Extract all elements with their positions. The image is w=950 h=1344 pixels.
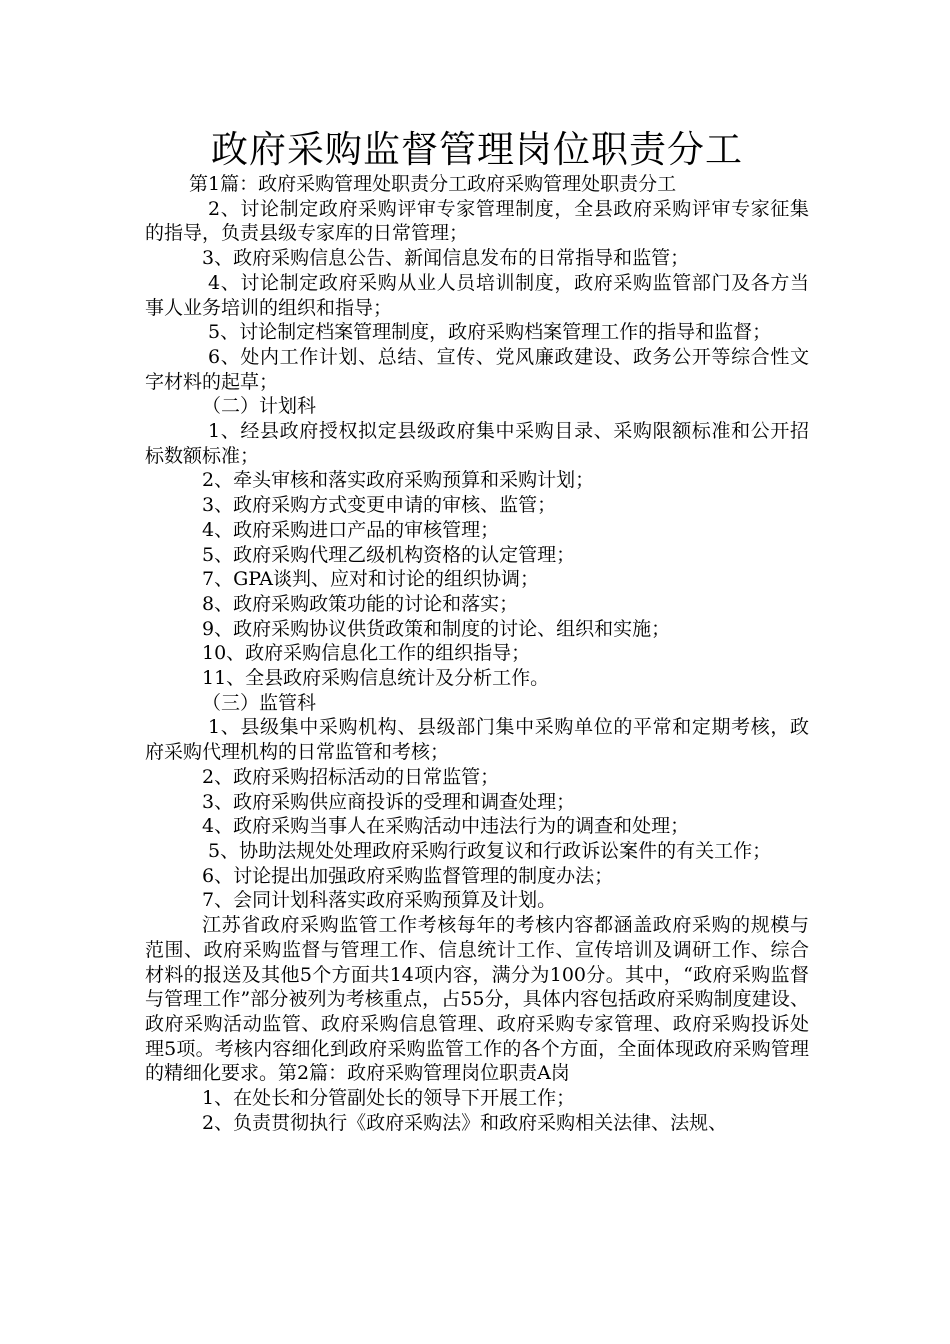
paragraph: 1、在处长和分管副处长的领导下开展工作； <box>202 1087 576 1110</box>
paragraph: 11、全县政府采购信息统计及分析工作。 <box>202 667 550 690</box>
paragraph: 2、负责贯彻执行《政府采购法》和政府采购相关法律、法规、 <box>202 1111 728 1134</box>
paragraph: 4、政府采购当事人在采购活动中违法行为的调查和处理； <box>202 815 690 838</box>
section-heading: （三）监管科 <box>202 691 317 714</box>
paragraph: 3、政府采购供应商投诉的受理和调查处理； <box>202 790 576 813</box>
paragraph: 3、政府采购方式变更申请的审核、监管； <box>202 494 557 517</box>
paragraph: 7、GPA谈判、应对和讨论的组织协调； <box>202 568 540 591</box>
paragraph: 1、县级集中采购机构、县级部门集中采购单位的平常和定期考核，政府采购代理机构的日常监管和考核； <box>145 716 809 764</box>
paragraph: 5、政府采购代理乙级机构资格的认定管理； <box>202 543 576 566</box>
paragraph: 4、政府采购进口产品的审核管理； <box>202 518 500 541</box>
document-title: 政府采购监督管理岗位职责分工 <box>211 128 743 171</box>
paragraph: 7、会同计划科落实政府采购预算及计划。 <box>202 889 557 912</box>
paragraph: 2、讨论制定政府采购评审专家管理制度，全县政府采购评审专家征集的指导，负责县级专家库的日常管理； <box>145 197 809 245</box>
subtitle: 第1篇：政府采购管理处职责分工政府采购管理处职责分工 <box>189 173 677 195</box>
document-page <box>145 128 809 1135</box>
paragraph: 9、政府采购协议供货政策和制度的讨论、组织和实施； <box>202 617 671 640</box>
paragraph: 5、讨论制定档案管理制度，政府采购档案管理工作的指导和监督； <box>208 321 772 344</box>
paragraph: 3、政府采购信息公告、新闻信息发布的日常指导和监管； <box>202 247 690 270</box>
paragraph: 10、政府采购信息化工作的组织指导； <box>202 642 531 665</box>
paragraph: 2、牵头审核和落实政府采购预算和采购计划； <box>202 469 595 492</box>
section-heading: （二）计划科 <box>202 395 317 418</box>
paragraph: 8、政府采购政策功能的讨论和落实； <box>202 592 519 615</box>
paragraph: 1、经县政府授权拟定县级政府集中采购目录、采购限额标准和公开招标数额标准； <box>145 420 809 467</box>
paragraph: 江苏省政府采购监管工作考核每年的考核内容都涵盖政府采购的规模与范围、政府采购监督与管理工作、信息统计工作、宣传培训及调研工作、综合材料的报送及其他5个方面共14项内容，满分为100分。其中，“政府采购监督与管理工作”部分被列为考核重点，占55分，具体内容包括政府采购制度建设、政府采购活动监管、政府采购信息管理、政府采购专家管理、政府采购投诉处理5项。考核内容细化到政府采购监管工作的各个方面，全面体现政府采购管理的精细化要求。第2篇：政府采购管理岗位职责A岗 <box>145 914 809 1085</box>
paragraph: 2、政府采购招标活动的日常监管； <box>202 765 500 788</box>
paragraph: 6、讨论提出加强政府采购监督管理的制度办法； <box>202 864 614 887</box>
paragraph: 4、讨论制定政府采购从业人员培训制度，政府采购监管部门及各方当事人业务培训的组织和指导； <box>145 271 809 319</box>
paragraph: 5、协助法规处处理政府采购行政复议和行政诉讼案件的有关工作； <box>208 839 772 862</box>
paragraph: 6、处内工作计划、总结、宣传、党风廉政建设、政务公开等综合性文字材料的起草； <box>145 345 809 393</box>
